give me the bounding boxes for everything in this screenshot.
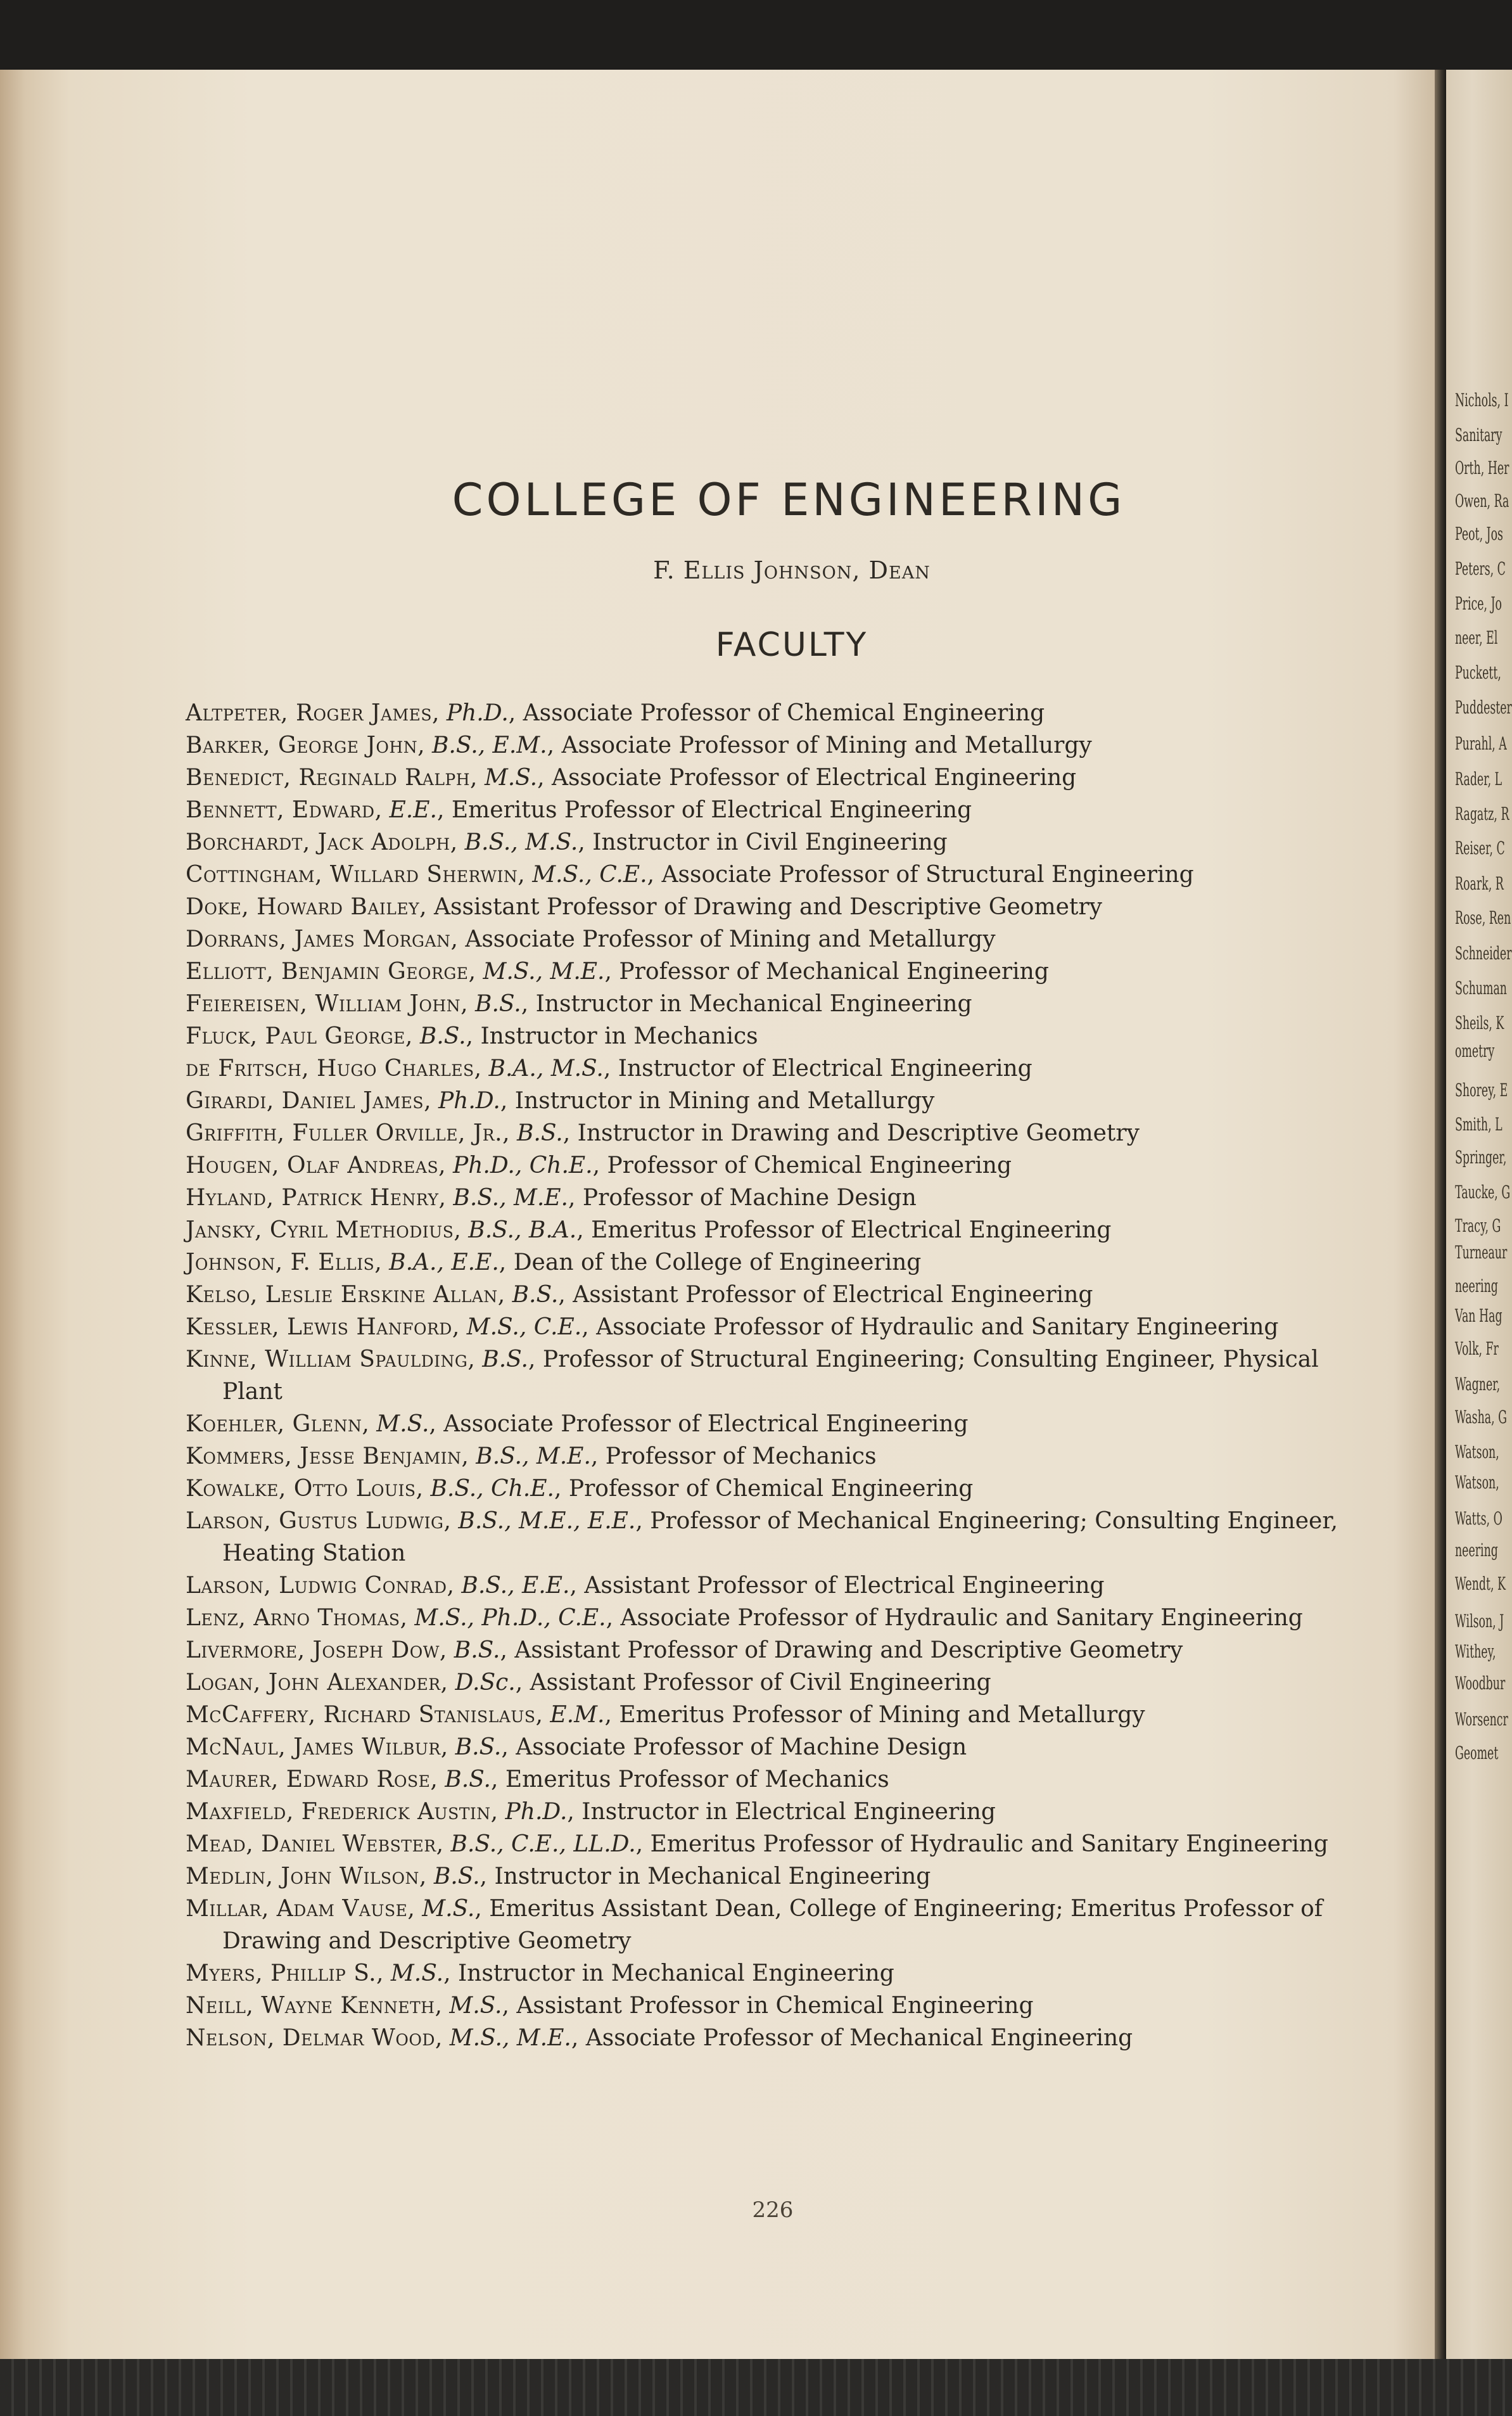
faculty-name: Doke, Howard Bailey [186, 894, 420, 920]
faculty-name: Neill, Wayne Kenneth [186, 1993, 435, 2019]
faculty-title: Associate Professor of Mining and Metallurgy [465, 926, 996, 952]
faculty-entry: Girardi, Daniel James, Ph.D., Instructor in Mining and Metallurgy [186, 1088, 935, 1114]
faculty-title: Instructor in Civil Engineering [592, 829, 948, 855]
faculty-title: Instructor in Mechanical Engineering [535, 991, 972, 1017]
faculty-name: Johnson, F. Ellis [186, 1250, 375, 1275]
faculty-entry: Borchardt, Jack Adolph, B.S., M.S., Instructor in Civil Engineering [186, 829, 948, 855]
faculty-entry: Feiereisen, William John, B.S., Instructor in Mechanical Engineering [186, 991, 972, 1017]
adjacent-page-fragment: neer, El [1455, 627, 1498, 648]
adjacent-page-fragment: Geomet [1455, 1742, 1499, 1763]
faculty-name: Griffith, Fuller Orville, Jr. [186, 1120, 503, 1146]
faculty-entry: McNaul, James Wilbur, B.S., Associate Professor of Machine Design [186, 1734, 967, 1760]
faculty-name: Mead, Daniel Webster [186, 1831, 436, 1857]
faculty-title: Instructor in Electrical Engineering [581, 1799, 996, 1825]
faculty-title: Professor of Structural Engineering; Consulting Engineer, Physical Plant [222, 1346, 1319, 1405]
faculty-entry: de Fritsch, Hugo Charles, B.A., M.S., Instructor of Electrical Engineering [186, 1056, 1032, 1082]
faculty-degrees: M.S., C.E. [466, 1314, 582, 1340]
adjacent-page-fragment: Watson, [1455, 1441, 1499, 1462]
faculty-title: Instructor in Mechanical Engineering [494, 1863, 931, 1889]
faculty-title: Professor of Chemical Engineering [568, 1476, 974, 1502]
faculty-title: Assistant Professor of Electrical Engineering [573, 1282, 1093, 1308]
page-title: COLLEGE OF ENGINEERING [452, 474, 1126, 526]
faculty-entry: Kowalke, Otto Louis, B.S., Ch.E., Professor of Chemical Engineering [186, 1476, 974, 1502]
faculty-entry: Mead, Daniel Webster, B.S., C.E., LL.D., Emeritus Professor of Hydraulic and Sanitary Engineering [186, 1831, 1328, 1857]
faculty-name: Nelson, Delmar Wood [186, 2025, 435, 2051]
faculty-name: Fluck, Paul George [186, 1023, 405, 1049]
faculty-title: Professor of Mechanics [605, 1443, 877, 1469]
faculty-degrees: B.A., E.E. [389, 1250, 499, 1275]
faculty-degrees: B.S., M.S. [464, 829, 578, 855]
faculty-degrees: M.S. [449, 1993, 502, 2019]
faculty-title: Professor of Mechanical Engineering; Consulting Engineer, Heating Station [222, 1508, 1338, 1566]
faculty-degrees: B.S. [445, 1767, 492, 1793]
faculty-name: Altpeter, Roger James [186, 700, 432, 726]
faculty-entry: McCaffery, Richard Stanislaus, E.M., Emeritus Professor of Mining and Metallurgy [186, 1702, 1145, 1728]
adjacent-page-fragment: neering [1455, 1275, 1498, 1296]
faculty-name: Feiereisen, William John [186, 991, 461, 1017]
scan-frame-bottom [0, 2359, 1512, 2416]
adjacent-page-fragment: Ragatz, R [1455, 803, 1509, 824]
faculty-degrees: B.S., E.E. [461, 1573, 570, 1599]
faculty-entry: Medlin, John Wilson, B.S., Instructor in Mechanical Engineering [186, 1863, 931, 1889]
faculty-entry: Livermore, Joseph Dow, B.S., Assistant Professor of Drawing and Descriptive Geometry [186, 1637, 1183, 1663]
adjacent-page-fragment: Sanitary [1455, 425, 1502, 445]
faculty-entry: Fluck, Paul George, B.S., Instructor in Mechanics [186, 1023, 758, 1049]
adjacent-page-fragment: Worsencr [1455, 1709, 1508, 1730]
adjacent-page-fragment: Withey, [1455, 1641, 1496, 1662]
adjacent-page-fragment: Owen, Ra [1455, 490, 1509, 511]
adjacent-page-fragment: Puddester [1455, 697, 1512, 718]
book-page [0, 70, 1435, 2360]
faculty-title: Associate Professor of Hydraulic and Sanitary Engineering [620, 1605, 1303, 1631]
faculty-heading: FACULTY [715, 626, 868, 664]
faculty-degrees: B.A., M.S. [488, 1056, 604, 1082]
faculty-name: Hyland, Patrick Henry [186, 1185, 439, 1211]
faculty-title: Instructor in Mechanics [480, 1023, 758, 1049]
faculty-title: Associate Professor of Structural Engineering [661, 862, 1194, 888]
faculty-title: Assistant Professor of Civil Engineering [530, 1670, 991, 1696]
faculty-entry: Cottingham, Willard Sherwin, M.S., C.E., Associate Professor of Structural Engineering [186, 862, 1194, 888]
faculty-title: Instructor in Mechanical Engineering [457, 1960, 894, 1986]
faculty-title: Emeritus Professor of Hydraulic and Sanitary Engineering [650, 1831, 1328, 1857]
faculty-name: Cottingham, Willard Sherwin [186, 862, 518, 888]
faculty-entry: Johnson, F. Ellis, B.A., E.E., Dean of the College of Engineering [186, 1250, 922, 1275]
faculty-degrees: B.S. [454, 1637, 500, 1663]
faculty-title: Assistant Professor of Electrical Engineering [584, 1573, 1105, 1599]
faculty-name: Millar, Adam Vause [186, 1896, 408, 1922]
faculty-degrees: B.S. [516, 1120, 563, 1146]
faculty-name: Medlin, John Wilson [186, 1863, 419, 1889]
faculty-entry: Doke, Howard Bailey, Assistant Professor of Drawing and Descriptive Geometry [186, 894, 1102, 920]
faculty-name: Kelso, Leslie Erskine Allan [186, 1282, 498, 1308]
adjacent-page-fragment: Rader, L [1455, 769, 1502, 789]
faculty-degrees: B.S., M.E. [453, 1185, 568, 1211]
faculty-degrees: Ph.D. [438, 1088, 500, 1114]
faculty-name: Logan, John Alexander [186, 1670, 441, 1696]
faculty-title: Professor of Chemical Engineering [607, 1153, 1012, 1179]
adjacent-page-fragment: Wagner, [1455, 1374, 1501, 1395]
faculty-entry: Kessler, Lewis Hanford, M.S., C.E., Associate Professor of Hydraulic and Sanitary Engineering [186, 1314, 1279, 1340]
faculty-list [186, 697, 1376, 2054]
faculty-title: Emeritus Professor of Electrical Engineering [451, 797, 972, 823]
adjacent-page-edge [1446, 70, 1512, 2360]
faculty-title: Professor of Machine Design [582, 1185, 917, 1211]
adjacent-page-fragment: Price, Jo [1455, 593, 1502, 614]
adjacent-page-fragment: Reiser, C [1455, 838, 1505, 859]
faculty-title: Assistant Professor of Drawing and Descriptive Geometry [514, 1637, 1183, 1663]
adjacent-page-fragment: Orth, Her [1455, 457, 1509, 478]
faculty-degrees: B.S., E.M. [431, 732, 547, 758]
faculty-entry: Hyland, Patrick Henry, B.S., M.E., Professor of Machine Design [186, 1185, 917, 1211]
faculty-name: Kessler, Lewis Hanford [186, 1314, 452, 1340]
adjacent-page-fragment: Wilson, J [1455, 1611, 1504, 1632]
faculty-degrees: E.M. [550, 1702, 605, 1728]
faculty-entry: Dorrans, James Morgan, Associate Professor of Mining and Metallurgy [186, 926, 996, 952]
adjacent-page-fragment: Watson, [1455, 1472, 1499, 1493]
faculty-title: Associate Professor of Electrical Engineering [551, 765, 1077, 791]
faculty-degrees: Ph.D., Ch.E. [452, 1153, 593, 1179]
adjacent-page-fragment: Springer, [1455, 1147, 1507, 1168]
faculty-entry: Koehler, Glenn, M.S., Associate Professor of Electrical Engineering [186, 1411, 969, 1437]
faculty-entry: Logan, John Alexander, D.Sc., Assistant Professor of Civil Engineering [186, 1670, 991, 1696]
faculty-title: Professor of Mechanical Engineering [619, 959, 1049, 985]
adjacent-page-fragment: Roark, R [1455, 873, 1504, 894]
faculty-title: Associate Professor of Machine Design [516, 1734, 967, 1760]
faculty-title: Emeritus Assistant Dean, College of Engineering; Emeritus Professor of Drawing and Descriptive Geometry [222, 1896, 1323, 1954]
faculty-degrees: Ph.D. [505, 1799, 568, 1825]
faculty-title: Associate Professor of Electrical Engineering [443, 1411, 969, 1437]
faculty-name: Larson, Gustus Ludwig [186, 1508, 444, 1534]
faculty-degrees: B.S. [433, 1863, 480, 1889]
faculty-entry: Nelson, Delmar Wood, M.S., M.E., Associate Professor of Mechanical Engineering [186, 2025, 1133, 2051]
faculty-degrees: M.S. [376, 1411, 429, 1437]
faculty-entry: Millar, Adam Vause, M.S., Emeritus Assistant Dean, College of Engineering; Emeritus Professor of Drawing and Descriptive Geometry [186, 1896, 1323, 1954]
faculty-name: Lenz, Arno Thomas [186, 1605, 400, 1631]
faculty-degrees: B.S., Ch.E. [430, 1476, 554, 1502]
faculty-title: Assistant Professor of Drawing and Descriptive Geometry [434, 894, 1102, 920]
faculty-degrees: M.S. [484, 765, 538, 791]
faculty-entry: Maurer, Edward Rose, B.S., Emeritus Professor of Mechanics [186, 1767, 889, 1793]
faculty-title: Emeritus Professor of Mechanics [505, 1767, 889, 1793]
adjacent-page-fragment: Schneider [1455, 943, 1512, 964]
faculty-name: Livermore, Joseph Dow [186, 1637, 440, 1663]
faculty-name: Girardi, Daniel James [186, 1088, 424, 1114]
faculty-title: Assistant Professor in Chemical Engineering [516, 1993, 1034, 2019]
faculty-entry: Hougen, Olaf Andreas, Ph.D., Ch.E., Professor of Chemical Engineering [186, 1153, 1012, 1179]
adjacent-page-fragment: Schuman [1455, 978, 1507, 999]
faculty-title: Emeritus Professor of Mining and Metallurgy [619, 1702, 1145, 1728]
adjacent-page-fragment: Volk, Fr [1455, 1338, 1499, 1359]
faculty-degrees: B.S. [512, 1282, 559, 1308]
faculty-name: McNaul, James Wilbur [186, 1734, 441, 1760]
faculty-entry: Benedict, Reginald Ralph, M.S., Associate Professor of Electrical Engineering [186, 765, 1077, 791]
faculty-title: Dean of the College of Engineering [513, 1250, 922, 1275]
adjacent-page-fragment: neering [1455, 1540, 1498, 1561]
faculty-name: Hougen, Olaf Andreas [186, 1153, 439, 1179]
faculty-name: Kowalke, Otto Louis [186, 1476, 416, 1502]
faculty-name: Elliott, Benjamin George [186, 959, 469, 985]
faculty-name: Barker, George John [186, 732, 418, 758]
adjacent-page-fragment: Shorey, E [1455, 1080, 1508, 1101]
adjacent-page-fragment: Smith, L [1455, 1114, 1502, 1135]
faculty-entry: Kinne, William Spaulding, B.S., Professor of Structural Engineering; Consulting Engineer, Physical Plant [186, 1346, 1319, 1405]
faculty-entry: Barker, George John, B.S., E.M., Associate Professor of Mining and Metallurgy [186, 732, 1092, 758]
adjacent-page-fragment: ometry [1455, 1040, 1495, 1061]
adjacent-page-fragment: Turneaur [1455, 1242, 1508, 1263]
faculty-name: Dorrans, James Morgan [186, 926, 451, 952]
adjacent-page-fragment: Van Hag [1455, 1305, 1502, 1326]
faculty-degrees: M.S., M.E. [449, 2025, 571, 2051]
faculty-entry: Griffith, Fuller Orville, Jr., B.S., Instructor in Drawing and Descriptive Geometry [186, 1120, 1140, 1146]
adjacent-page-fragment: Washa, G [1455, 1407, 1508, 1428]
faculty-entry: Elliott, Benjamin George, M.S., M.E., Professor of Mechanical Engineering [186, 959, 1049, 985]
faculty-name: Borchardt, Jack Adolph [186, 829, 450, 855]
faculty-degrees: M.S., Ph.D., C.E. [414, 1605, 606, 1631]
faculty-entry: Lenz, Arno Thomas, M.S., Ph.D., C.E., Associate Professor of Hydraulic and Sanitary Engineering [186, 1605, 1303, 1631]
adjacent-page-fragment: Nichols, I [1455, 390, 1509, 411]
faculty-entry: Myers, Phillip S., M.S., Instructor in Mechanical Engineering [186, 1960, 894, 1986]
faculty-degrees: B.S., C.E., LL.D. [450, 1831, 636, 1857]
faculty-name: McCaffery, Richard Stanislaus [186, 1702, 536, 1728]
adjacent-page-fragment: Taucke, G [1455, 1182, 1511, 1203]
adjacent-page-fragment: Puckett, [1455, 662, 1501, 683]
faculty-title: Associate Professor of Mining and Metallurgy [561, 732, 1092, 758]
faculty-name: Maxfield, Frederick Austin [186, 1799, 491, 1825]
faculty-entry: Neill, Wayne Kenneth, M.S., Assistant Professor in Chemical Engineering [186, 1993, 1034, 2019]
adjacent-page-fragment: Purahl, A [1455, 733, 1507, 754]
faculty-title: Associate Professor of Chemical Engineering [523, 700, 1045, 726]
faculty-degrees: B.S. [419, 1023, 466, 1049]
adjacent-page-fragment: Rose, Ren [1455, 907, 1511, 928]
faculty-entry: Bennett, Edward, E.E., Emeritus Professor of Electrical Engineering [186, 797, 972, 823]
faculty-name: Bennett, Edward [186, 797, 375, 823]
faculty-name: Myers, Phillip S. [186, 1960, 377, 1986]
faculty-name: Jansky, Cyril Methodius [186, 1217, 454, 1243]
faculty-title: Instructor in Drawing and Descriptive Geometry [577, 1120, 1140, 1146]
adjacent-page-fragment: Sheils, K [1455, 1013, 1504, 1033]
faculty-entry: Jansky, Cyril Methodius, B.S., B.A., Emeritus Professor of Electrical Engineering [186, 1217, 1112, 1243]
faculty-degrees: B.S., M.E., E.E. [458, 1508, 636, 1534]
faculty-title: Associate Professor of Mechanical Engineering [585, 2025, 1133, 2051]
faculty-name: Benedict, Reginald Ralph [186, 765, 471, 791]
faculty-degrees: B.S., B.A. [468, 1217, 577, 1243]
faculty-degrees: D.Sc. [455, 1670, 516, 1696]
faculty-entry: Kelso, Leslie Erskine Allan, B.S., Assistant Professor of Electrical Engineering [186, 1282, 1093, 1308]
faculty-degrees: M.S., C.E. [532, 862, 647, 888]
faculty-degrees: E.E. [389, 797, 437, 823]
faculty-degrees: B.S., M.E. [476, 1443, 591, 1469]
faculty-degrees: B.S. [455, 1734, 502, 1760]
dean-line: F. Ellis Johnson, Dean [653, 556, 931, 584]
faculty-title: Instructor of Electrical Engineering [618, 1056, 1032, 1082]
faculty-name: Koehler, Glenn [186, 1411, 362, 1437]
adjacent-page-fragment: Woodbur [1455, 1673, 1506, 1694]
faculty-entry: Maxfield, Frederick Austin, Ph.D., Instructor in Electrical Engineering [186, 1799, 996, 1825]
faculty-title: Associate Professor of Hydraulic and Sanitary Engineering [596, 1314, 1279, 1340]
faculty-name: Kinne, William Spaulding [186, 1346, 468, 1372]
faculty-title: Emeritus Professor of Electrical Engineering [591, 1217, 1112, 1243]
book-spine [1435, 70, 1446, 2360]
faculty-degrees: M.S., M.E. [483, 959, 605, 985]
page-number: 226 [752, 2197, 794, 2223]
faculty-degrees: B.S. [475, 991, 521, 1017]
faculty-title: Instructor in Mining and Metallurgy [514, 1088, 935, 1114]
faculty-entry: Larson, Ludwig Conrad, B.S., E.E., Assistant Professor of Electrical Engineering [186, 1573, 1105, 1599]
faculty-entry: Kommers, Jesse Benjamin, B.S., M.E., Professor of Mechanics [186, 1443, 877, 1469]
faculty-name: de Fritsch, Hugo Charles [186, 1056, 474, 1082]
faculty-name: Larson, Ludwig Conrad [186, 1573, 447, 1599]
faculty-degrees: B.S. [482, 1346, 529, 1372]
adjacent-page-fragment: Peot, Jos [1455, 523, 1503, 544]
faculty-name: Kommers, Jesse Benjamin [186, 1443, 462, 1469]
faculty-degrees: M.S. [422, 1896, 475, 1922]
faculty-name: Maurer, Edward Rose [186, 1767, 431, 1793]
scan-frame-top [0, 0, 1512, 70]
adjacent-page-fragment: Peters, C [1455, 558, 1506, 579]
faculty-degrees: M.S. [390, 1960, 444, 1986]
adjacent-page-fragment: Tracy, G [1455, 1215, 1501, 1236]
adjacent-page-fragment: Wendt, K [1455, 1573, 1506, 1594]
faculty-degrees: Ph.D. [446, 700, 509, 726]
faculty-entry: Altpeter, Roger James, Ph.D., Associate Professor of Chemical Engineering [186, 700, 1045, 726]
faculty-entry: Larson, Gustus Ludwig, B.S., M.E., E.E., Professor of Mechanical Engineering; Consulting Engineer, Heating Station [186, 1508, 1338, 1566]
adjacent-page-fragment: Watts, O [1455, 1508, 1502, 1529]
